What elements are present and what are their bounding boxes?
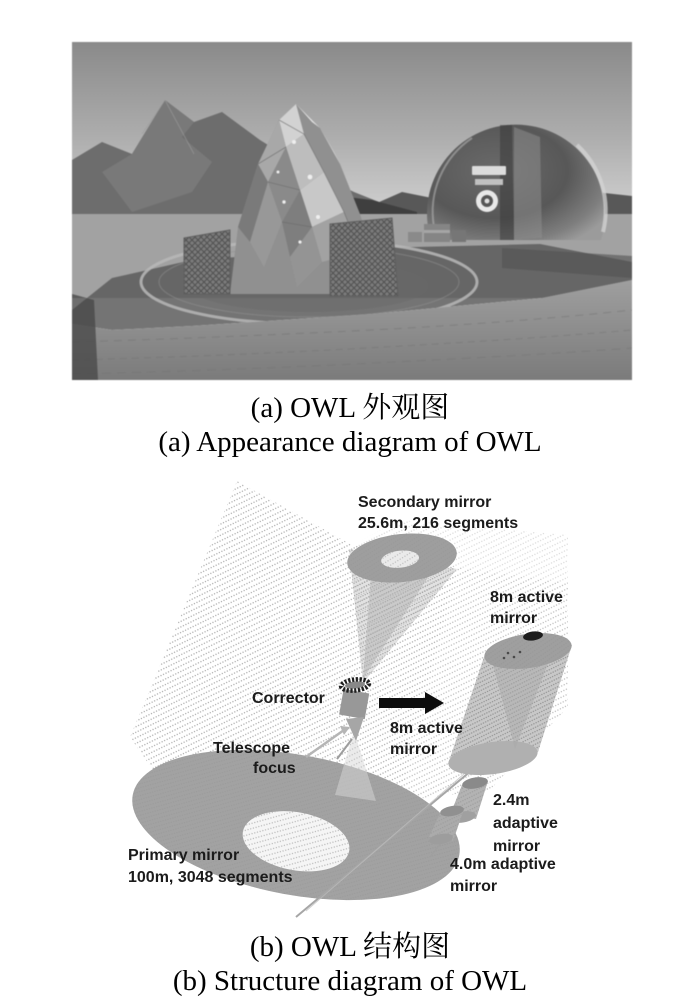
label-primary-mirror-line1: Primary mirror xyxy=(128,847,240,864)
dome-logo-center xyxy=(485,199,490,204)
label-telescope-focus-line1: Telescope xyxy=(213,740,291,757)
label-8m-active-center-line1: 8m active xyxy=(390,720,463,737)
label-8m-active-center-line2: mirror xyxy=(390,741,438,758)
dome-sign-bar xyxy=(472,166,506,175)
label-secondary-mirror-line1: Secondary mirror xyxy=(358,494,492,511)
caption-a xyxy=(0,392,700,459)
building-3 xyxy=(408,232,422,242)
dome-sign-bar-2 xyxy=(475,179,503,185)
label-24m-adaptive-line3: mirror xyxy=(493,838,541,855)
structure-diagram-svg xyxy=(100,465,600,930)
label-24m-adaptive-line2: adaptive xyxy=(493,815,558,832)
lattice-wall-right xyxy=(330,218,398,296)
owl-structure-diagram xyxy=(100,465,600,930)
label-8m-active-right-line1: 8m active xyxy=(490,589,563,606)
caption-b xyxy=(0,931,700,998)
label-40m-adaptive-line1: 4.0m adaptive xyxy=(450,856,556,873)
label-telescope-focus-line2: focus xyxy=(253,760,296,777)
appearance-photo-svg xyxy=(72,42,632,380)
label-corrector: Corrector xyxy=(252,690,325,707)
caption-a-zh: (a) OWL 外观图 xyxy=(250,392,450,424)
building-1-band xyxy=(424,230,450,233)
caption-b-en: (b) Structure diagram of OWL xyxy=(172,964,528,997)
caption-a-en: (a) Appearance diagram of OWL xyxy=(158,425,542,458)
label-24m-adaptive-line1: 2.4m xyxy=(493,792,530,809)
label-secondary-mirror-line2: 25.6m, 216 segments xyxy=(358,515,519,532)
label-primary-mirror-line2: 100m, 3048 segments xyxy=(128,869,293,886)
rock-corner xyxy=(72,294,98,380)
owl-appearance-photo xyxy=(72,42,632,380)
label-40m-adaptive-line2: mirror xyxy=(450,878,498,895)
caption-b-zh: (b) OWL 结构图 xyxy=(249,931,451,963)
dome-inner-panel xyxy=(514,127,542,240)
building-2 xyxy=(452,230,466,242)
label-8m-active-right-line2: mirror xyxy=(490,610,538,627)
lattice-wall-left xyxy=(184,230,230,294)
